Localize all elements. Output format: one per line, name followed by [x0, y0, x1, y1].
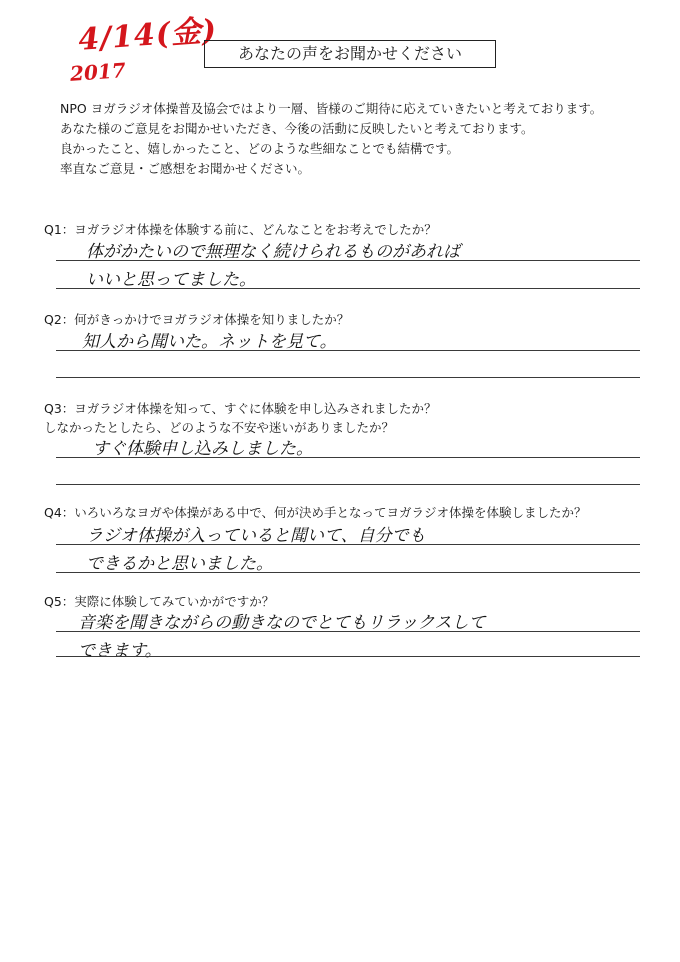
page-title: あなたの声をお聞かせください: [204, 40, 496, 68]
handwritten-answer: いいと思ってました。: [86, 270, 256, 290]
intro-line: NPO ヨガラジオ体操普及協会ではより一層、皆様のご期待に応えていきたいと考えております。: [60, 101, 603, 116]
intro-line: 率直なご意見・ご感想をお聞かせください。: [60, 161, 311, 176]
question-subtext: しなかったとしたら、どのような不安や迷いがありましたか？: [44, 420, 395, 435]
answer-line: [56, 631, 640, 632]
intro-line: あなた様のご意見をお聞かせいただき、今後の活動に反映したいと考えております。: [60, 121, 534, 136]
answer-line: [56, 260, 640, 261]
intro-paragraph: [60, 99, 602, 179]
answer-line: [56, 544, 640, 545]
answer-line: [56, 288, 640, 289]
intro-line: 良かったこと、嬉しかったこと、どのような些細なことでも結構です。: [60, 141, 460, 156]
answer-line: [56, 350, 640, 351]
handwritten-answer: できます。: [78, 641, 162, 661]
question-text: Q3：ヨガラジオ体操を知って、すぐに体験を申し込みされましたか？: [44, 401, 437, 416]
question-text: Q5：実際に体験してみていかがですか？: [44, 594, 275, 609]
handwritten-answer: 知人から聞いた。ネットを見て。: [82, 332, 337, 352]
handwritten-answer: できるかと思いました。: [86, 554, 273, 574]
question-text: Q2：何がきっかけでヨガラジオ体操を知りましたか？: [44, 312, 350, 327]
handwritten-answer: 体がかたいので無理なく続けられるものがあれば: [86, 242, 460, 262]
question-text: Q4：いろいろなヨガや体操がある中で、何が決め手となってヨガラジオ体操を体験しましたか？: [44, 505, 587, 520]
handwritten-date: 4/14(金): [77, 13, 219, 58]
question-text: Q1：ヨガラジオ体操を体験する前に、どんなことをお考えでしたか？: [44, 222, 437, 237]
answer-line: [56, 572, 640, 573]
answer-line: [56, 656, 640, 657]
handwritten-answer: 音楽を聞きながらの動きなのでとてもリラックスして: [78, 613, 486, 633]
handwritten-answer: すぐ体験申し込みしました。: [92, 439, 313, 459]
handwritten-year: 2017: [69, 58, 127, 86]
answer-line: [56, 377, 640, 378]
answer-line: [56, 484, 640, 485]
answer-line: [56, 457, 640, 458]
handwritten-answer: ラジオ体操が入っていると聞いて、自分でも: [86, 526, 426, 546]
